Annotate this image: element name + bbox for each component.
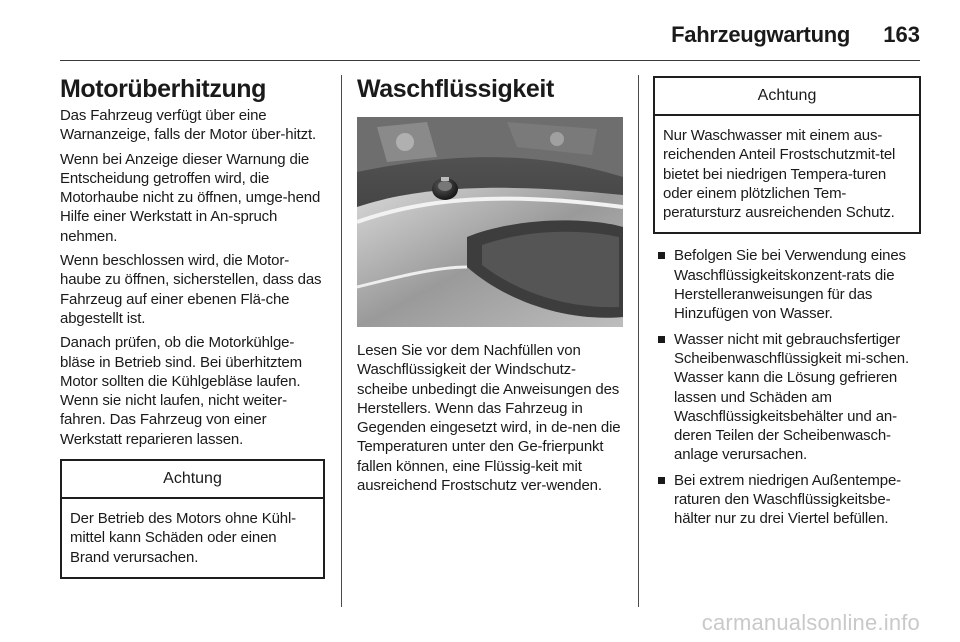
- heading-washer-fluid: Waschflüssigkeit: [357, 75, 554, 103]
- list-item-text: Wasser nicht mit gebrauchsfertiger Scheibenwaschflüssigkeit mi-schen. Wasser kann die Lösung gefrieren lassen und Schäden am Waschflüssigkeitsbehälter und an-deren Teilen der Scheibenwasch-anlage verursachen.: [674, 330, 910, 464]
- page-header: [60, 10, 920, 61]
- notice-body: Nur Waschwasser mit einem aus-reichenden Anteil Frostschutzmit-tel bietet bei niedrigen Tempera-turen oder einem plötzlichen Tem-peratursturz ausreichenden Schutz.: [663, 127, 896, 222]
- paragraph: Wenn bei Anzeige dieser Warnung die Entscheidung getroffen wird, die Motorhaube nicht zu öffnen, umge-hend Hilfe einer Werkstatt in An-spruch nehmen.: [60, 150, 321, 245]
- paragraph: Danach prüfen, ob die Motorkühlge-bläse in Betrieb sind. Bei überhitztem Motor sollten die Kühlgebläse laufen. Wenn sie nicht laufen, nicht weiter-fahren. Das Fahrzeug von einer Werkstatt reparieren lassen.: [60, 334, 302, 448]
- section-title: Fahrzeugwartung: [671, 22, 850, 47]
- column-engine-overheating: [60, 72, 325, 579]
- square-bullet-icon: [658, 252, 665, 259]
- list-item-text: Bei extrem niedrigen Außentempe-raturen den Waschflüssigkeitsbe-hälter nur zu drei Viertel befüllen.: [674, 471, 901, 528]
- list-item: [653, 330, 921, 465]
- washer-reservoir-photo: [357, 117, 623, 327]
- square-bullet-icon: [658, 336, 665, 343]
- notice-body: Der Betrieb des Motors ohne Kühl-mittel kann Schäden oder einen Brand verursachen.: [70, 510, 296, 566]
- paragraph: Wenn beschlossen wird, die Motor-haube zu öffnen, sicherstellen, dass das Fahrzeug auf einer ebenen Flä-che abgestellt ist.: [60, 252, 322, 327]
- column-washer-fluid: [357, 72, 623, 501]
- warning-notice: [653, 76, 921, 234]
- list-item-text: Befolgen Sie bei Verwendung eines Waschflüssigkeitskonzent-rats die Herstelleranweisungen für das Hinzufügen von Wasser.: [674, 247, 906, 323]
- paragraph: Das Fahrzeug verfügt über eine Warnanzeige, falls der Motor über-hitzt.: [60, 107, 317, 144]
- square-bullet-icon: [658, 477, 665, 484]
- paragraph: Lesen Sie vor dem Nachfüllen von Waschflüssigkeit der Windschutz-scheibe unbedingt die Anweisungen des Herstellers. Wenn das Fahrzeug in Gegenden eingesetzt wird, in de-nen die Temperaturen unter den Ge-frierpunkt fallen können, eine Flüssig-keit mit ausreichend Frostschutz ver-wenden.: [357, 342, 621, 495]
- column-notice-and-tips: [653, 72, 921, 535]
- notice-title: Achtung: [655, 78, 919, 116]
- bullet-list: [653, 246, 921, 528]
- column-divider: [341, 75, 342, 607]
- notice-title: Achtung: [62, 461, 323, 499]
- list-item: [653, 471, 921, 529]
- warning-notice: [60, 459, 325, 579]
- watermark: carmanualsonline.info: [701, 610, 920, 635]
- page-number: 163: [883, 22, 920, 47]
- column-divider: [638, 75, 639, 607]
- heading-engine-overheating: Motorüberhitzung: [60, 75, 267, 103]
- list-item: [653, 246, 921, 323]
